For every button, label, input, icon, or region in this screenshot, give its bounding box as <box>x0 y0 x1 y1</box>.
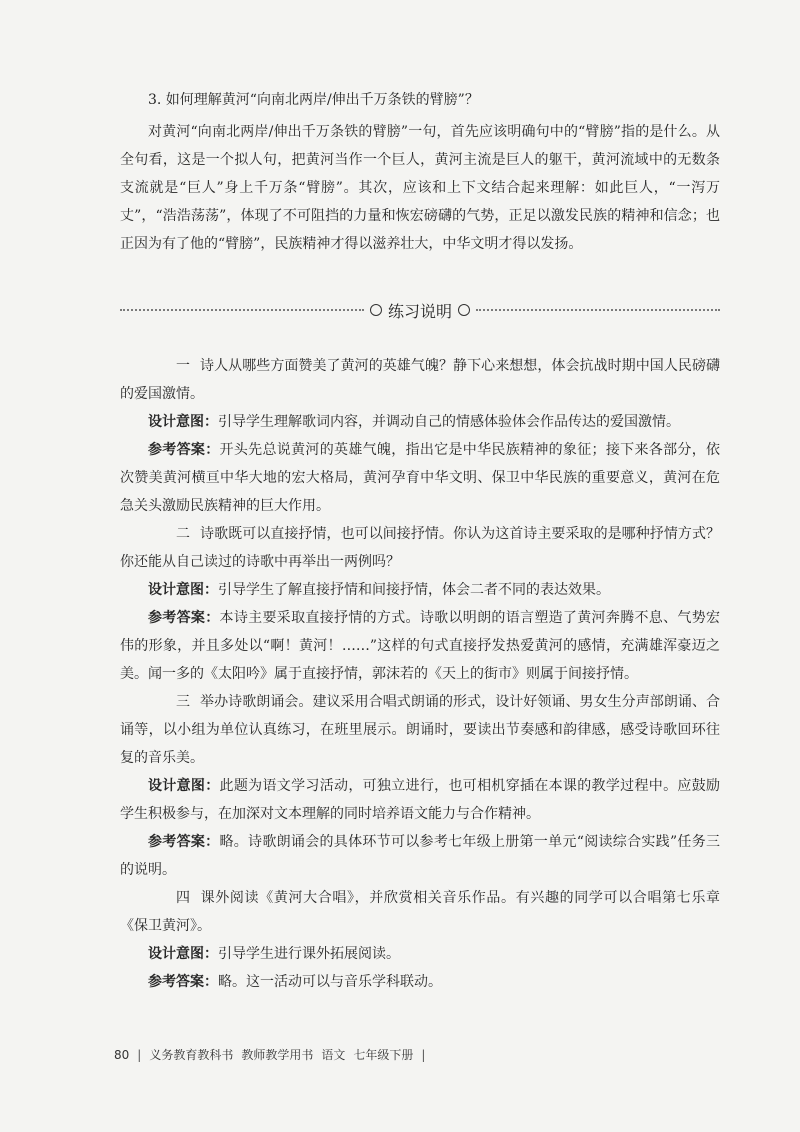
exercise-number: 二 <box>176 526 190 542</box>
footer-book: 义务教育教科书 <box>149 1048 234 1062</box>
exercise-list <box>120 352 720 996</box>
design-text: 引导学生理解歌词内容，并调动自己的情感体验体会作品传达的爱国激情。 <box>218 414 680 430</box>
exercise-question <box>120 688 720 772</box>
divider-dots-right <box>476 309 720 311</box>
exercise-question-text: 诗歌既可以直接抒情，也可以间接抒情。你认为这首诗主要采取的是哪种抒情方式？你还能从自己读过的诗歌中再举出一两例吗？ <box>120 526 720 570</box>
exercise-question <box>120 352 720 408</box>
footer-guide: 教师教学用书 <box>241 1048 314 1062</box>
answer-label: 参考答案： <box>148 974 218 990</box>
divider-title: 练习说明 <box>388 301 453 321</box>
exercise-answer <box>120 828 720 884</box>
design-label: 设计意图： <box>148 946 218 962</box>
question-3-title: 3. 如何理解黄河“向南北两岸/伸出千万条铁的臂膀”？ <box>148 92 479 108</box>
design-text: 引导学生进行课外拓展阅读。 <box>218 946 400 962</box>
exercise-answer <box>120 436 720 520</box>
answer-text: 略。诗歌朗诵会的具体环节可以参考七年级上册第一单元“阅读综合实践”任务三的说明。 <box>120 834 721 878</box>
exercise-question <box>120 884 720 940</box>
exercise-question-text: 举办诗歌朗诵会。建议采用合唱式朗诵的形式，设计好领诵、男女生分声部朗诵、合诵等，以小组为单位认真练习，在班里展示。朗诵时，要读出节奏感和韵律感，感受诗歌回环往复的音乐美。 <box>120 694 720 766</box>
exercise-number: 三 <box>176 694 190 710</box>
design-text: 引导学生了解直接抒情和间接抒情，体会二者不同的表达效果。 <box>218 582 610 598</box>
circle-icon <box>370 304 382 316</box>
answer-text: 本诗主要采取直接抒情的方式。诗歌以明朗的语言塑造了黄河奔腾不息、气势宏伟的形象，并且多处以“啊！黄河！……”这样的句式直接抒发热爱黄河的感情，充满雄浑豪迈之美。闻一多的《太阳吟》属于直接抒情，郭沫若的《天上的街市》则属于间接抒情。 <box>120 610 721 682</box>
exercise-answer <box>120 604 720 688</box>
answer-label: 参考答案： <box>148 834 220 850</box>
question-3-body: 对黄河“向南北两岸/伸出千万条铁的臂膀”一句，首先应该明确句中的“臂膀”指的是什么。从全句看，这是一个拟人句，把黄河当作一个巨人，黄河主流是巨人的躯干，黄河流域中的无数条支流就是“巨人”身上千万条“臂膀”。其次，应该和上下文结合起来理解：如此巨人，“一泻万丈”，“浩浩荡荡”，体现了不可阻挡的力量和恢宏磅礴的气势，正足以激发民族的精神和信念；也正因为有了他的“臂膀”，民族精神才得以滋养壮大，中华文明才得以发扬。 <box>120 124 720 252</box>
exercise-answer <box>120 968 720 996</box>
question-3-section <box>120 86 720 258</box>
exercise-question-text: 课外阅读《黄河大合唱》，并欣赏相关音乐作品。有兴趣的同学可以合唱第七乐章《保卫黄河》。 <box>120 890 720 934</box>
design-label: 设计意图： <box>148 582 218 598</box>
separator: | <box>137 1047 142 1062</box>
exercise-design <box>120 772 720 828</box>
answer-label: 参考答案： <box>148 442 220 458</box>
design-label: 设计意图： <box>148 414 218 430</box>
exercise-question <box>120 520 720 576</box>
footer-subject: 语文 <box>321 1048 346 1062</box>
answer-text: 略。这一活动可以与音乐学科联动。 <box>218 974 442 990</box>
design-label: 设计意图： <box>148 778 220 794</box>
exercise-design <box>120 408 720 436</box>
page-number: 80 <box>114 1047 130 1062</box>
answer-label: 参考答案： <box>148 610 220 626</box>
circle-icon <box>458 304 470 316</box>
design-text: 此题为语文学习活动，可独立进行，也可相机穿插在本课的教学过程中。应鼓励学生积极参与，在加深对文本理解的同时培养语文能力与合作精神。 <box>120 778 721 822</box>
answer-text: 开头先总说黄河的英雄气魄，指出它是中华民族精神的象征；接下来各部分，依次赞美黄河横亘中华大地的宏大格局，黄河孕育中华文明、保卫中华民族的重要意义，黄河在危急关头激励民族精神的巨大作用。 <box>120 442 721 514</box>
section-divider <box>120 296 720 324</box>
footer-grade: 七年级下册 <box>353 1048 414 1062</box>
exercise-design <box>120 576 720 604</box>
exercise-number: 四 <box>176 890 190 906</box>
divider-dots-left <box>120 309 364 311</box>
separator: | <box>421 1047 426 1062</box>
page-footer <box>114 1046 425 1063</box>
exercise-number: 一 <box>176 358 190 374</box>
exercise-design <box>120 940 720 968</box>
exercise-question-text: 诗人从哪些方面赞美了黄河的英雄气魄？静下心来想想，体会抗战时期中国人民磅礴的爱国激情。 <box>120 358 720 402</box>
